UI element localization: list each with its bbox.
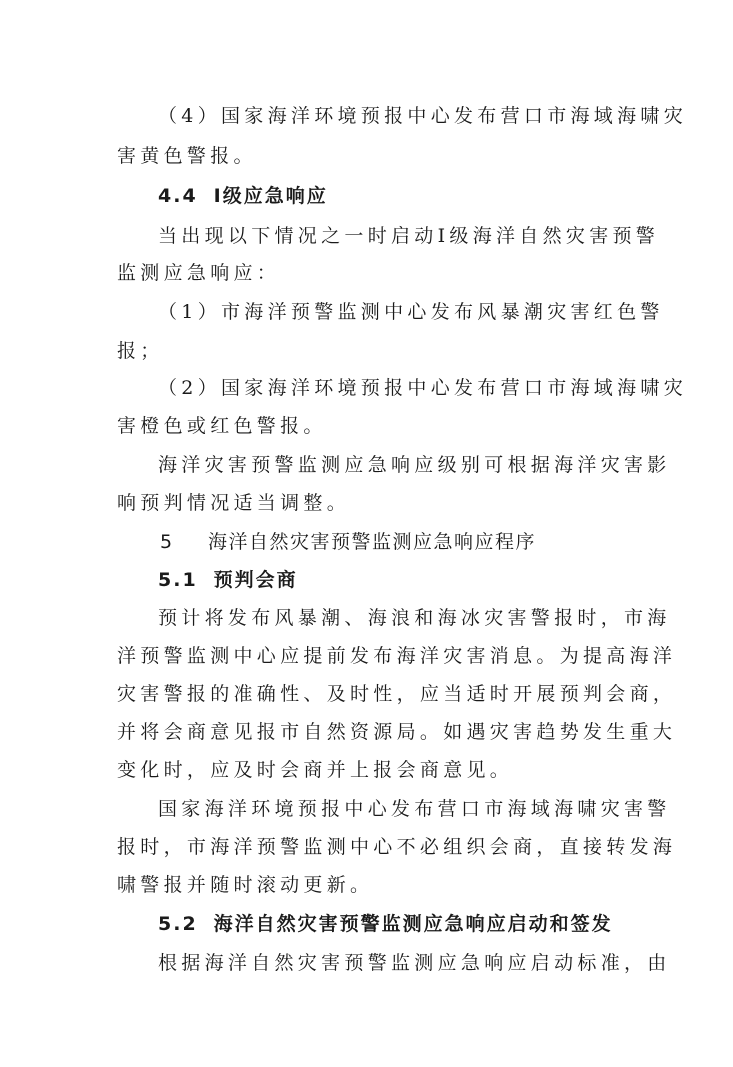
paragraph-line: 监测应急响应： [117,262,281,284]
paragraph-line: 害橙色或红色警报。 [117,415,327,437]
heading-number: 4.4 [158,185,198,207]
heading-title: 海洋自然灾害预警监测应急响应程序 [208,531,537,553]
paragraph-line: 根据海洋自然灾害预警监测应急响应启动标准，由 [158,952,671,974]
heading-title: Ⅰ级应急响应 [213,185,328,207]
paragraph-line: 并将会商意见报市自然资源局。如遇灾害趋势发生重大 [117,721,677,743]
heading-title: 预判会商 [213,569,298,591]
heading-title: 海洋自然灾害预警监测应急响应启动和签发 [213,913,613,935]
paragraph-line: 啸警报并随时滚动更新。 [117,874,374,896]
paragraph-line: 灾害警报的准确性、及时性，应当适时开展预判会商， [117,683,677,705]
paragraph-line: 报时，市海洋预警监测中心不必组织会商，直接转发海 [117,836,677,858]
paragraph-line: 海洋灾害预警监测应急响应级别可根据海洋灾害影 [158,454,671,476]
section-heading-5 [160,530,536,554]
paragraph-line: 响预判情况适当调整。 [117,492,351,514]
paragraph-line: （2）国家海洋环境预报中心发布营口市海域海啸灾 [158,377,687,399]
paragraph-line: 洋预警监测中心应提前发布海洋灾害消息。为提高海洋 [117,645,677,667]
paragraph-line: 国家海洋环境预报中心发布营口市海域海啸灾害警 [158,798,671,820]
paragraph-line: 报； [117,340,164,362]
heading-number: 5 [160,531,174,553]
paragraph-line: 害黄色警报。 [117,145,257,167]
paragraph-line: （1）市海洋预警监测中心发布风暴潮灾害红色警 [158,301,664,323]
paragraph-line: 预计将发布风暴潮、海浪和海冰灾害警报时，市海 [158,607,671,629]
paragraph-line: 当出现以下情况之一时启动Ⅰ级海洋自然灾害预警 [158,225,660,247]
paragraph-line: 变化时，应及时会商并上报会商意见。 [117,759,514,781]
section-heading-5-2 [158,912,613,936]
section-heading-5-1 [158,568,298,592]
heading-number: 5.1 [158,569,198,591]
heading-number: 5.2 [158,913,198,935]
section-heading-4-4 [158,184,328,208]
paragraph-line: （4）国家海洋环境预报中心发布营口市海域海啸灾 [158,105,687,127]
